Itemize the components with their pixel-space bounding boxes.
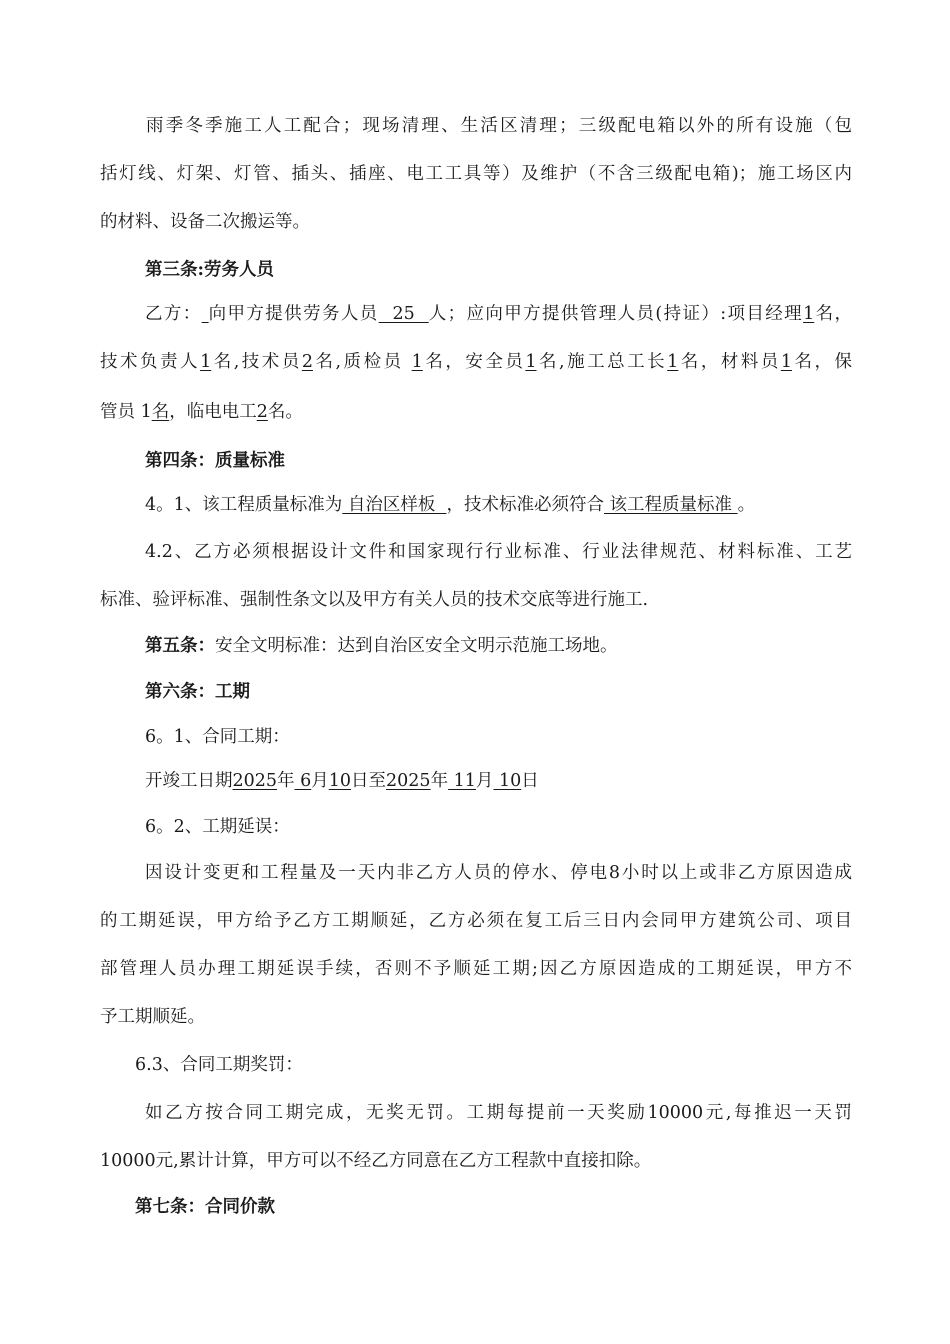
text: 月 [311,771,329,791]
text: 管员 1 [100,402,152,422]
text: 名,施工总工长 [536,352,668,372]
text: 月 [475,771,494,791]
text: ，技术标准必须符合 [446,495,604,515]
text: 日 [521,771,539,791]
text: 名，保 [792,352,853,372]
paragraph-line: 如乙方按合同工期完成，无奖无罚。工期每提前一天奖励10000元,每推迟一天罚 [145,1103,852,1123]
text: 名,质检员 [312,352,412,372]
end-day: 10 [493,771,522,791]
text: 乙方： [145,304,202,324]
filled-field: 1 [525,352,537,372]
paragraph-line: 括灯线、灯架、灯管、插头、插座、电工工具等）及维护（不含三级配电箱)；施工场区内 [100,164,852,184]
paragraph-line: 雨季冬季施工人工配合；现场清理、生活区清理；三级配电箱以外的所有设施（包 [146,116,852,136]
art3-line-3 [100,400,303,424]
paragraph-line: 4.2、乙方必须根据设计文件和国家现行行业标准、行业法律规范、材料标准、工艺 [145,542,852,562]
end-month: 11 [448,771,476,791]
text: 人；应向甲方提供管理人员(持证）:项目经理 [428,304,804,324]
article-5-heading: 第五条： [145,636,215,656]
paragraph-line: 的工期延误，甲方给予乙方工期顺延，乙方必须在复工后三日内会同甲方建筑公司、项目 [100,911,852,931]
text: 。 [737,495,756,515]
filled-field-labor-count: 25 [378,304,429,324]
article-5 [145,634,618,658]
text: 名，安全员 [422,352,526,372]
art4-clause-1 [145,493,755,517]
text: 年 [277,771,295,791]
text: 向甲方提供劳务人员 [208,304,379,324]
filled-field-project-manager: 1 [803,304,815,324]
start-month: 6 [294,771,312,791]
filled-field: 2 [301,352,313,372]
art3-line-1 [100,302,852,326]
paragraph-line: 予工期顺延。 [100,1007,205,1027]
text: 技术负责人 [100,352,201,372]
paragraph-line: 标准、验评标准、强制性条文以及甲方有关人员的技术交底等进行施工. [100,590,649,610]
paragraph-line: 10000元,累计计算，甲方可以不经乙方同意在乙方工程款中直接扣除。 [100,1151,652,1171]
filled-field: 1 [200,352,212,372]
text: 安全文明标准：达到自治区安全文明示范施工场地。 [215,636,618,656]
article-7-heading: 第七条：合同价款 [135,1197,275,1217]
filled-field: 2 [256,402,268,422]
text: 日至 [351,771,387,791]
article-3-heading: 第三条:劳务人员 [145,260,274,280]
clause-title: 6.3、合同工期奖罚： [135,1055,303,1075]
text: ，临电电工 [169,402,257,422]
text: 名，材料员 [678,352,781,372]
clause-title: 6。1、合同工期： [145,727,290,747]
paragraph-line: 部管理人员办理工期延误手续，否则不予顺延工期;因乙方原因造成的工期延误，甲方不 [100,959,852,979]
filled-field: 1 [780,352,792,372]
start-day: 10 [328,771,352,791]
end-year: 2025 [386,771,431,791]
filled-field-tech-standard: 该工程质量标准 [603,495,738,515]
text: 名,技术员 [211,352,302,372]
contract-dates [145,769,539,793]
paragraph-line: 的材料、设备二次搬运等。 [100,212,310,232]
article-4-heading: 第四条：质量标准 [145,451,285,471]
text: 名。 [267,402,303,422]
filled-field-quality-standard: 自治区样板 [342,495,447,515]
text: 开竣工日期 [145,771,233,791]
filled-field: 1 [667,352,679,372]
art3-line-2 [100,350,852,374]
clause-title: 6。2、工期延误： [145,817,290,837]
blank-field [202,304,209,324]
paragraph-line: 因设计变更和工程量及一天内非乙方人员的停水、停电8小时以上或非乙方原因造成 [145,863,852,883]
start-year: 2025 [232,771,278,791]
article-6-heading: 第六条：工期 [145,682,250,702]
text: 年 [430,771,449,791]
filled-field: 1 [411,352,423,372]
filled-field: 名 [151,402,170,422]
text: 4。1、该工程质量标准为 [145,495,343,515]
text: 名， [814,304,852,324]
